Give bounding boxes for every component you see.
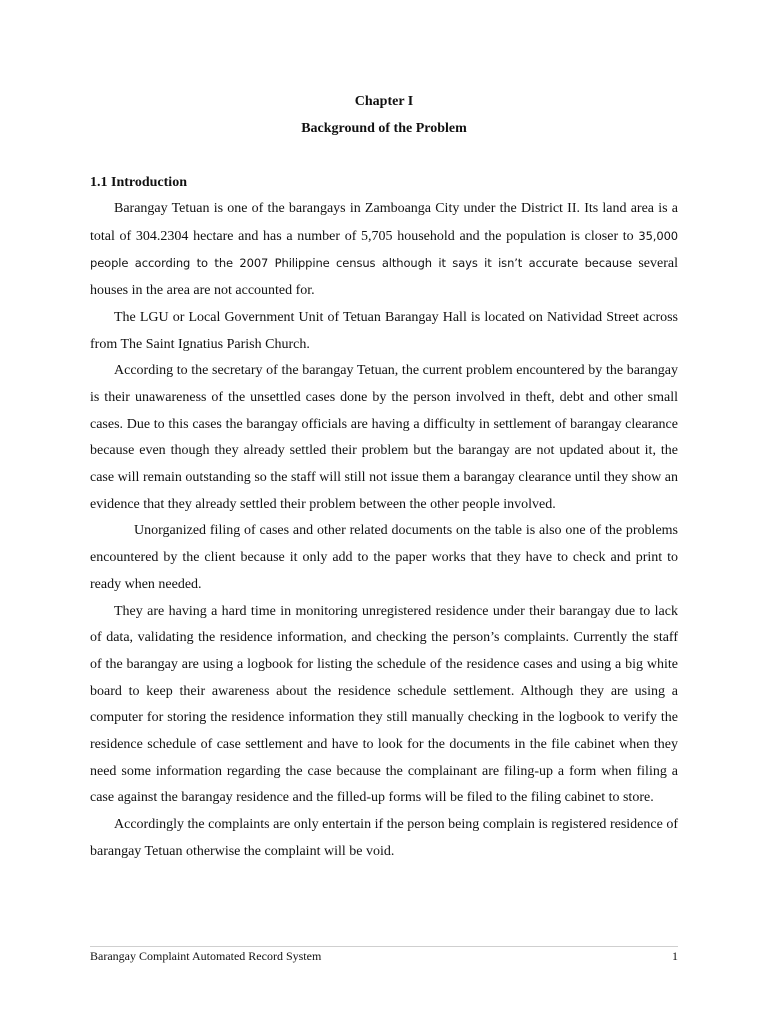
paragraph-intro — [90, 196, 678, 305]
section-heading: 1.1 Introduction — [90, 175, 187, 190]
footer-title: Barangay Complaint Automated Record System — [90, 949, 322, 963]
paragraph-monitoring: They are having a hard time in monitoring unregistered residence under their barangay due to lack of data, validating the residence information, and checking the person’s complaints. Currently the staff of the barangay are using a logbook for listing the schedule of the residence cases and using a big white board to keep their awareness about the residence schedule settlement. Although they are using a computer for storing the residence information they still manually checking in the logbook to verify the residence schedule of case settlement and have to look for the documents in the file cabinet when they need some information regarding the case because the complainant are filing-up a form when filing a case against the barangay residence and the filled-up forms will be filed to the filing cabinet to store. — [90, 603, 678, 806]
chapter-title: Background of the Problem — [301, 121, 467, 136]
page-number: 1 — [672, 949, 678, 963]
paragraph-intro-part-b: 35,000 people according to the 2007 Philippine census although it says it isn’t accurate because — [90, 228, 678, 271]
paragraph-complaints: Accordingly the complaints are only entertain if the person being complain is registered residence of barangay Tetuan otherwise the complaint will be void. — [90, 817, 678, 859]
paragraph-intro-part-a: Barangay Tetuan is one of the barangays in Zamboanga City under the District II. Its land area is a total of 304.2304 hectare and has a number of 5,705 household and the population is closer to — [90, 201, 678, 244]
paragraph-problem: According to the secretary of the barangay Tetuan, the current problem encountered by the barangay is their unawareness of the unsettled cases done by the person involved in theft, debt and other small cases. Due to this cases the barangay officials are having a difficulty in settlement of barangay clearance because even though they already settled their problem but the barangay are not updated about it, the case will remain outstanding so the staff will still not issue them a barangay clearance until they show an evidence that they already settled their problem between the other people involved. — [90, 363, 678, 512]
document-body — [90, 196, 678, 866]
paragraph-filing: Unorganized filing of cases and other related documents on the table is also one of the problems encountered by the client because it only add to the paper works that they have to check and print to ready when needed. — [90, 523, 678, 592]
chapter-label: Chapter I — [354, 94, 414, 109]
paragraph-location: The LGU or Local Government Unit of Tetuan Barangay Hall is located on Natividad Street across from The Saint Ignatius Parish Church. — [90, 309, 678, 352]
paragraph-intro-part-c: several houses in the area are not accounted for. — [90, 256, 679, 299]
footer-divider — [90, 946, 678, 947]
